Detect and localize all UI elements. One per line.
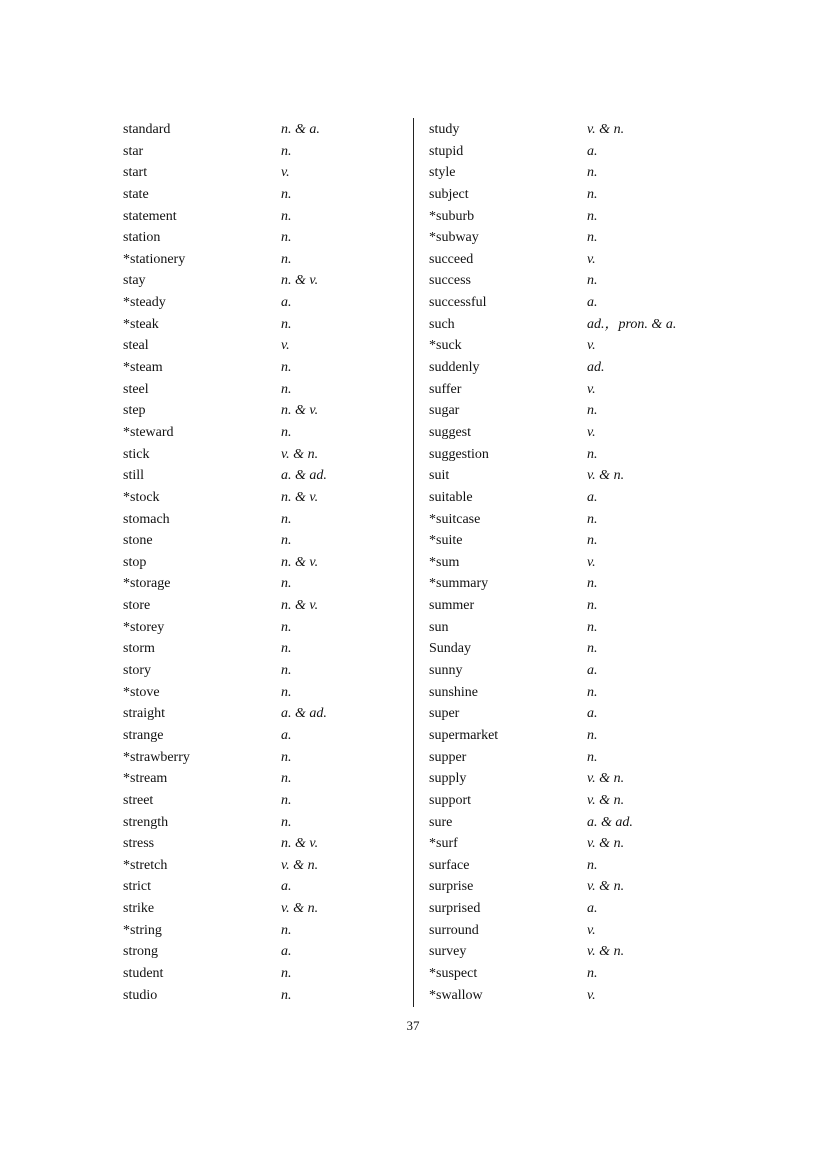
entry-word: stop — [123, 554, 147, 570]
vocab-entry — [429, 357, 729, 379]
entry-word: standard — [123, 122, 171, 137]
vocab-entry — [429, 249, 729, 271]
entry-word: *string — [123, 922, 162, 938]
vocab-entry — [429, 725, 729, 747]
entry-word: *stove — [123, 684, 160, 700]
entry-word: strange — [123, 727, 164, 743]
entry-part-of-speech: n. — [281, 381, 292, 397]
entry-word: suffer — [429, 381, 462, 397]
entry-word: *steam — [123, 360, 163, 376]
vocab-entry — [429, 855, 729, 877]
vocab-entry — [123, 119, 403, 141]
vocab-entry — [123, 790, 403, 812]
vocab-entry — [123, 617, 403, 639]
entry-part-of-speech: n. — [281, 576, 292, 592]
entry-part-of-speech: n. — [281, 965, 292, 981]
entry-part-of-speech: a. & ad. — [587, 814, 633, 830]
entry-word: stomach — [123, 511, 170, 527]
entry-part-of-speech: n. — [281, 511, 292, 527]
entry-part-of-speech: n. — [587, 965, 598, 981]
entry-part-of-speech: a. & ad. — [281, 468, 327, 484]
entry-part-of-speech: ad. — [587, 360, 605, 376]
entry-word: surround — [429, 922, 479, 938]
vocab-entry — [123, 552, 403, 574]
entry-word: statement — [123, 208, 177, 224]
entry-word: stupid — [429, 143, 464, 159]
entry-part-of-speech: n. — [587, 533, 598, 549]
entry-part-of-speech: n. — [587, 208, 598, 224]
entry-part-of-speech: v. — [587, 554, 596, 570]
entry-part-of-speech: v. & n. — [587, 879, 625, 895]
entry-part-of-speech: a. — [587, 489, 598, 505]
entry-word: *suitcase — [429, 511, 481, 527]
vocab-entry — [123, 292, 403, 314]
vocab-entry — [429, 400, 729, 422]
vocab-entry — [429, 747, 729, 769]
entry-part-of-speech: n. — [281, 424, 292, 440]
vocab-entry — [123, 270, 403, 292]
entry-word: sunny — [429, 663, 463, 679]
entry-word: survey — [429, 944, 467, 960]
vocab-entry — [123, 184, 403, 206]
vocab-entry — [429, 162, 729, 184]
entry-word: story — [123, 663, 151, 679]
page-number: 37 — [406, 1018, 420, 1033]
vocab-entry — [123, 812, 403, 834]
entry-word: steal — [123, 338, 149, 354]
entry-part-of-speech: n. — [281, 663, 292, 679]
entry-word: surprised — [429, 901, 481, 917]
vocab-entry — [429, 898, 729, 920]
entry-word: suddenly — [429, 360, 480, 376]
entry-part-of-speech: v. — [587, 338, 596, 354]
entry-word: summer — [429, 598, 475, 614]
entry-word: *surf — [429, 836, 458, 852]
entry-part-of-speech: n. — [281, 208, 292, 224]
vocab-entry — [429, 465, 729, 487]
entry-part-of-speech: n. — [587, 230, 598, 246]
entry-part-of-speech: v. — [281, 165, 290, 181]
entry-word: step — [123, 403, 146, 419]
entry-word: stick — [123, 446, 150, 462]
vocab-entry — [429, 184, 729, 206]
entry-part-of-speech: a. — [281, 879, 292, 895]
vocab-entry — [429, 617, 729, 639]
entry-part-of-speech: v. — [587, 381, 596, 397]
vocab-entry — [429, 790, 729, 812]
entry-part-of-speech: v. & n. — [281, 901, 319, 917]
vocab-entry — [123, 141, 403, 163]
entry-part-of-speech: n. — [281, 230, 292, 246]
entry-word: suggest — [429, 424, 471, 440]
entry-word: stress — [123, 836, 155, 852]
entry-word: steel — [123, 381, 149, 397]
vocab-entry — [123, 855, 403, 877]
entry-part-of-speech: v. — [587, 251, 596, 267]
vocab-entry — [429, 552, 729, 574]
entry-word: studio — [123, 987, 158, 1003]
entry-word: strike — [123, 901, 155, 917]
entry-word: *suburb — [429, 208, 475, 224]
vocab-entry — [429, 314, 729, 336]
entry-word: suit — [429, 468, 450, 484]
entry-part-of-speech: ad.，pron. & a. — [587, 316, 677, 332]
entry-part-of-speech: n. — [281, 251, 292, 267]
vocab-entry — [429, 573, 729, 595]
entry-part-of-speech: v. & n. — [587, 771, 625, 787]
vocab-entry — [429, 335, 729, 357]
vocab-entry — [123, 941, 403, 963]
vocab-entry — [123, 530, 403, 552]
vocab-entry — [429, 487, 729, 509]
vocab-entry — [429, 876, 729, 898]
entry-part-of-speech: v. & n. — [587, 944, 625, 960]
left-word-column — [123, 119, 403, 1006]
vocab-entry — [429, 638, 729, 660]
vocab-entry — [429, 985, 729, 1007]
entry-part-of-speech: a. — [587, 901, 598, 917]
entry-part-of-speech: n. — [281, 619, 292, 635]
entry-word: state — [123, 186, 149, 202]
vocab-entry — [429, 660, 729, 682]
vocab-entry — [429, 530, 729, 552]
right-word-column — [429, 119, 729, 1006]
vocab-entry — [123, 422, 403, 444]
entry-word: surprise — [429, 879, 474, 895]
entry-word: start — [123, 165, 148, 181]
entry-word: supermarket — [429, 727, 499, 743]
entry-part-of-speech: v. — [587, 424, 596, 440]
entry-word: *steady — [123, 295, 166, 311]
entry-part-of-speech: n. — [587, 446, 598, 462]
entry-word: sure — [429, 814, 453, 830]
entry-part-of-speech: n. — [587, 511, 598, 527]
entry-word: strong — [123, 944, 158, 960]
entry-word: stay — [123, 273, 146, 289]
entry-part-of-speech: n. — [281, 922, 292, 938]
vocab-entry — [123, 162, 403, 184]
entry-part-of-speech: n. — [281, 814, 292, 830]
entry-word: *summary — [429, 576, 489, 592]
entry-word: straight — [123, 706, 165, 722]
entry-word: stone — [123, 533, 153, 549]
vocab-entry — [123, 833, 403, 855]
vocab-entry — [429, 812, 729, 834]
vocab-entry — [123, 357, 403, 379]
entry-part-of-speech: n. — [281, 316, 292, 332]
entry-part-of-speech: n. & v. — [281, 598, 319, 614]
entry-word: *storey — [123, 619, 165, 635]
vocab-entry — [123, 703, 403, 725]
entry-word: *suite — [429, 533, 463, 549]
entry-word: *stationery — [123, 251, 186, 267]
entry-word: strict — [123, 879, 151, 895]
entry-part-of-speech: n. — [587, 273, 598, 289]
entry-part-of-speech: n. & v. — [281, 273, 319, 289]
entry-part-of-speech: v. & n. — [281, 446, 319, 462]
vocab-entry — [429, 833, 729, 855]
vocab-entry — [429, 422, 729, 444]
entry-word: *suspect — [429, 965, 478, 981]
entry-word: suitable — [429, 489, 473, 505]
entry-word: sugar — [429, 403, 460, 419]
entry-part-of-speech: n. — [587, 619, 598, 635]
vocab-entry — [429, 768, 729, 790]
vocab-entry — [123, 487, 403, 509]
entry-part-of-speech: n. — [281, 987, 292, 1003]
vocab-entry — [123, 335, 403, 357]
vocab-entry — [123, 314, 403, 336]
vocab-entry — [429, 963, 729, 985]
entry-word: style — [429, 165, 456, 181]
vocab-entry — [123, 725, 403, 747]
entry-part-of-speech: a. & ad. — [281, 706, 327, 722]
entry-part-of-speech: n. — [587, 727, 598, 743]
entry-part-of-speech: n. — [281, 533, 292, 549]
column-divider — [413, 118, 414, 1007]
entry-word: star — [123, 143, 144, 159]
entry-word: success — [429, 273, 471, 289]
entry-word: sunshine — [429, 684, 478, 700]
entry-word: sun — [429, 619, 449, 635]
entry-part-of-speech: n. — [587, 857, 598, 873]
entry-part-of-speech: v. & n. — [281, 857, 319, 873]
entry-part-of-speech: v. & n. — [587, 468, 625, 484]
vocab-entry — [429, 595, 729, 617]
entry-word: *subway — [429, 230, 479, 246]
entry-part-of-speech: n. — [587, 684, 598, 700]
vocab-entry — [429, 227, 729, 249]
entry-part-of-speech: n. — [587, 165, 598, 181]
entry-word: *stock — [123, 489, 160, 505]
entry-part-of-speech: a. — [587, 706, 598, 722]
entry-word: supper — [429, 749, 467, 765]
entry-part-of-speech: a. — [281, 295, 292, 311]
vocab-entry — [123, 595, 403, 617]
entry-part-of-speech: v. & n. — [587, 836, 625, 852]
vocab-entry — [123, 379, 403, 401]
entry-word: subject — [429, 186, 469, 202]
entry-word: *stretch — [123, 857, 168, 873]
entry-word: succeed — [429, 251, 474, 267]
entry-part-of-speech: n. — [587, 598, 598, 614]
entry-part-of-speech: n. — [281, 792, 292, 808]
entry-part-of-speech: n. — [587, 641, 598, 657]
entry-word: storm — [123, 641, 155, 657]
vocab-entry — [429, 941, 729, 963]
vocab-entry — [429, 509, 729, 531]
vocab-entry — [123, 227, 403, 249]
vocab-entry — [429, 270, 729, 292]
entry-part-of-speech: a. — [587, 295, 598, 311]
entry-part-of-speech: n. & a. — [281, 122, 320, 137]
entry-part-of-speech: n. — [281, 749, 292, 765]
vocab-entry — [123, 444, 403, 466]
entry-part-of-speech: v. — [587, 987, 596, 1003]
entry-word: *suck — [429, 338, 462, 354]
entry-part-of-speech: n. — [281, 186, 292, 202]
vocab-entry — [123, 876, 403, 898]
entry-part-of-speech: n. — [587, 186, 598, 202]
entry-part-of-speech: a. — [281, 944, 292, 960]
entry-word: such — [429, 316, 455, 332]
vocab-entry — [429, 379, 729, 401]
entry-word: support — [429, 792, 471, 808]
vocab-entry — [123, 638, 403, 660]
entry-word: *strawberry — [123, 749, 190, 765]
entry-word: surface — [429, 857, 470, 873]
entry-part-of-speech: n. — [281, 641, 292, 657]
vocab-entry — [123, 509, 403, 531]
entry-part-of-speech: v. — [587, 922, 596, 938]
entry-part-of-speech: v. — [281, 338, 290, 354]
entry-word: Sunday — [429, 641, 471, 657]
vocab-entry — [429, 920, 729, 942]
entry-part-of-speech: a. — [587, 143, 598, 159]
entry-word: still — [123, 468, 145, 484]
vocab-entry — [123, 573, 403, 595]
vocab-entry — [123, 768, 403, 790]
entry-word: *stream — [123, 771, 168, 787]
entry-part-of-speech: n. — [587, 576, 598, 592]
vocab-entry — [123, 660, 403, 682]
entry-word: street — [123, 792, 154, 808]
entry-word: *sum — [429, 554, 460, 570]
vocab-entry — [123, 898, 403, 920]
entry-part-of-speech: n. & v. — [281, 554, 319, 570]
entry-part-of-speech: n. & v. — [281, 489, 319, 505]
vocab-entry — [429, 292, 729, 314]
vocab-entry — [123, 465, 403, 487]
vocab-entry — [429, 682, 729, 704]
entry-part-of-speech: n. — [281, 771, 292, 787]
entry-word: station — [123, 230, 161, 246]
entry-word: *swallow — [429, 987, 483, 1003]
vocab-entry — [429, 141, 729, 163]
entry-word: store — [123, 598, 151, 614]
vocab-entry — [429, 206, 729, 228]
entry-word: *storage — [123, 576, 171, 592]
entry-part-of-speech: v. & n. — [587, 122, 625, 137]
entry-part-of-speech: n. — [281, 684, 292, 700]
entry-part-of-speech: n. — [587, 403, 598, 419]
entry-part-of-speech: n. & v. — [281, 403, 319, 419]
entry-word: super — [429, 706, 460, 722]
vocab-entry — [123, 920, 403, 942]
entry-word: student — [123, 965, 164, 981]
vocab-entry — [429, 703, 729, 725]
entry-word: study — [429, 122, 460, 137]
entry-part-of-speech: a. — [281, 727, 292, 743]
entry-word: supply — [429, 771, 467, 787]
vocab-entry — [123, 963, 403, 985]
vocab-entry — [429, 119, 729, 141]
entry-part-of-speech: v. & n. — [587, 792, 625, 808]
entry-word: *steward — [123, 424, 174, 440]
vocab-entry — [429, 444, 729, 466]
entry-word: *steak — [123, 316, 159, 332]
entry-part-of-speech: n. — [587, 749, 598, 765]
entry-part-of-speech: a. — [587, 663, 598, 679]
vocab-entry — [123, 400, 403, 422]
entry-part-of-speech: n. & v. — [281, 836, 319, 852]
vocab-entry — [123, 747, 403, 769]
entry-part-of-speech: n. — [281, 143, 292, 159]
entry-part-of-speech: n. — [281, 360, 292, 376]
entry-word: successful — [429, 295, 487, 311]
vocab-entry — [123, 682, 403, 704]
vocab-entry — [123, 249, 403, 271]
entry-word: strength — [123, 814, 169, 830]
entry-word: suggestion — [429, 446, 489, 462]
vocab-entry — [123, 206, 403, 228]
vocab-entry — [123, 985, 403, 1007]
